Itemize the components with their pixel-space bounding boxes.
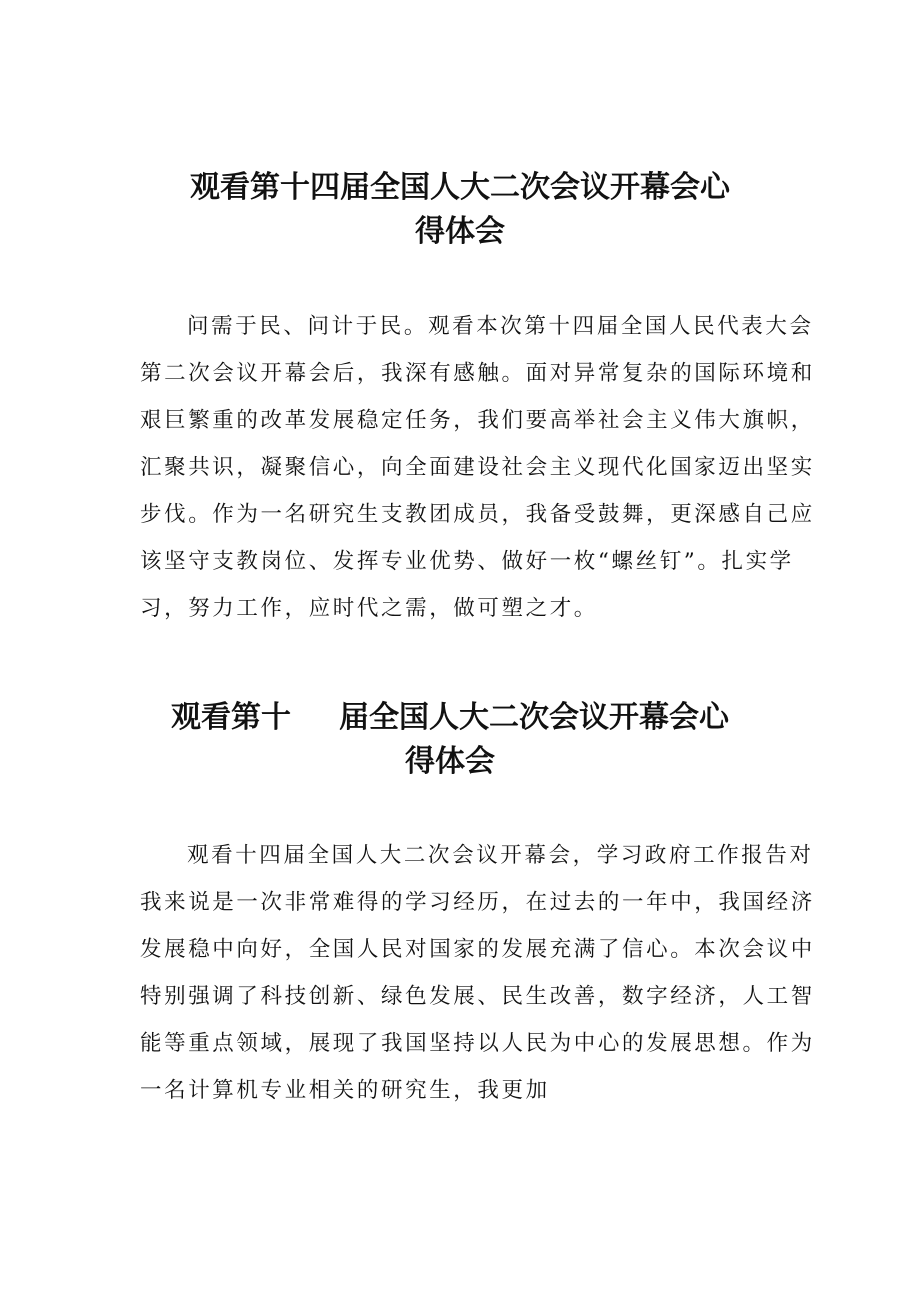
section-1-title — [120, 166, 800, 254]
section-1-body-line: 艰巨繁重的改革发展稳定任务，我们要高举社会主义伟大旗帜， — [140, 408, 815, 433]
section-2-title-part-b: 届全国人大二次会议开幕会心 — [339, 700, 729, 735]
section-2-body-line: 特别强调了科技创新、绿色发展、民生改善，数字经济，人工智 — [140, 984, 815, 1009]
section-2-title — [110, 696, 790, 784]
section-2-body-line: 一名计算机专业相关的研究生，我更加 — [140, 1078, 550, 1103]
section-1-body-line: 该坚守支教岗位、发挥专业优势、做好一枚“螺丝钉”。扎实学 — [140, 549, 794, 574]
section-2-body-line: 发展稳中向好，全国人民对国家的发展充满了信心。本次会议中 — [140, 937, 815, 962]
section-1-body — [140, 303, 815, 632]
section-2-title-line-1 — [110, 696, 790, 740]
section-1-body-line: 习，努力工作，应时代之需，做可塑之才。 — [140, 596, 598, 621]
section-1-title-line-1: 观看第十四届全国人大二次会议开幕会心 — [190, 170, 730, 205]
section-2-body-line: 我来说是一次非常难得的学习经历，在过去的一年中，我国经济 — [140, 890, 815, 915]
section-1-title-line-2: 得体会 — [415, 214, 505, 249]
section-2-title-line-2: 得体会 — [405, 744, 495, 779]
section-2-body-line: 观看十四届全国人大二次会议开幕会，学习政府工作报告对 — [187, 843, 814, 868]
section-2-body — [140, 832, 815, 1114]
section-2-body-line: 能等重点领域，展现了我国坚持以人民为中心的发展思想。作为 — [140, 1031, 815, 1056]
section-1-body-line: 步伐。作为一名研究生支教团成员，我备受鼓舞，更深感自己应 — [140, 502, 815, 527]
section-1-body-line: 汇聚共识，凝聚信心，向全面建设社会主义现代化国家迈出坚实 — [140, 455, 815, 480]
section-1-body-line: 第二次会议开幕会后，我深有感触。面对异常复杂的国际环境和 — [140, 361, 815, 386]
section-1-body-line: 问需于民、问计于民。观看本次第十四届全国人民代表大会 — [187, 314, 814, 339]
section-2-title-part-a: 观看第十 — [171, 700, 291, 735]
